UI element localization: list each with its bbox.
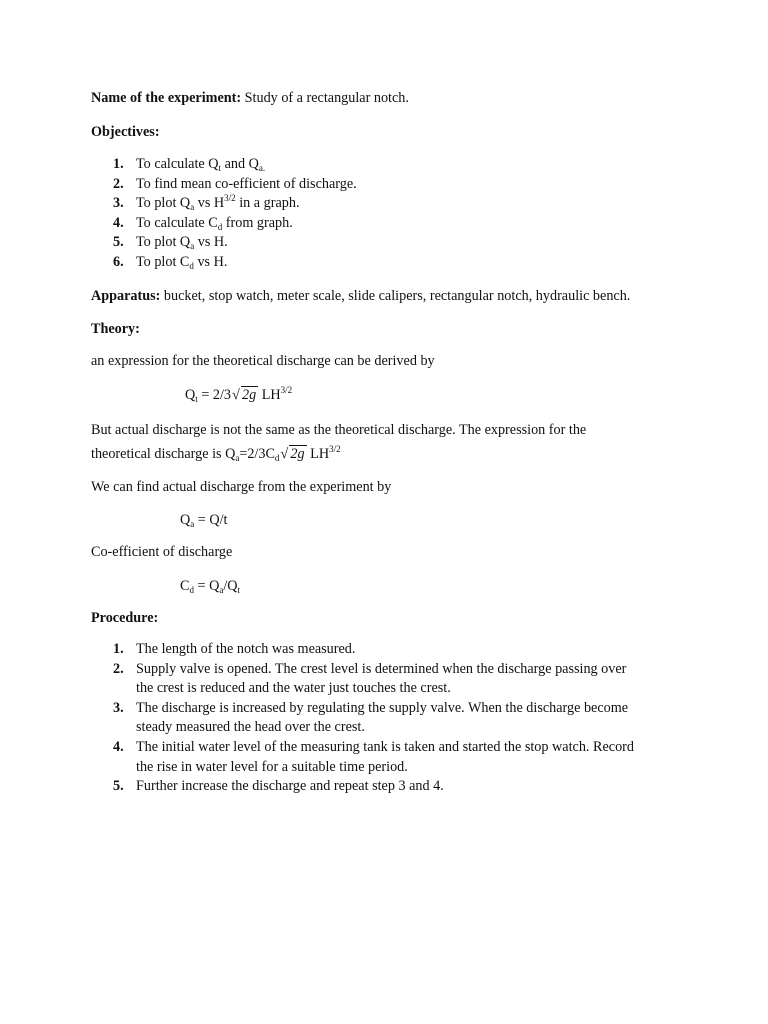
objective-item	[91, 233, 671, 253]
theory-heading: Theory:	[91, 321, 140, 337]
objective-number: 4.	[113, 214, 124, 231]
eq-text: theoretical discharge is Q	[91, 445, 236, 462]
subscript: a	[190, 241, 195, 252]
superscript: 3/2	[280, 385, 293, 395]
objective-item	[91, 175, 671, 195]
step-number: 2.	[113, 660, 124, 677]
subscript: t	[237, 585, 241, 595]
procedure-step	[91, 699, 671, 738]
subscript: t	[195, 394, 198, 404]
objective-text: vs H.	[193, 253, 228, 270]
objective-text: from graph.	[222, 214, 293, 231]
subscript: d	[189, 585, 194, 595]
eq-text: = Q/t	[194, 512, 228, 528]
step-text: Supply valve is opened. The crest level is determined when the discharge passing over	[136, 660, 627, 677]
apparatus-line	[91, 287, 681, 307]
subscript: t	[218, 163, 222, 173]
objective-number: 1.	[113, 156, 124, 172]
paragraph-line: But actual discharge is not the same as the theoretical discharge. The expression for the	[91, 422, 587, 438]
objective-number: 3.	[113, 195, 124, 212]
objective-text: To plot C	[136, 253, 190, 270]
radicand: 2g	[290, 445, 305, 462]
objective-item	[91, 155, 671, 175]
objective-text: To calculate C	[136, 214, 218, 231]
objective-text: vs H.	[194, 234, 228, 251]
theory-intro: an expression for the theoretical discharge can be derived by	[91, 353, 435, 369]
procedure-step	[91, 738, 671, 777]
subscript: a	[190, 519, 195, 529]
actual-discharge-equation	[180, 511, 227, 531]
objective-text: To find mean co-efficient of discharge.	[136, 175, 357, 192]
eq-text: = Q	[193, 578, 220, 594]
radical-sign-icon: √	[232, 387, 240, 403]
apparatus-value: bucket, stop watch, meter scale, slide calipers, rectangular notch, hydraulic bench.	[163, 288, 631, 304]
square-root	[232, 386, 258, 406]
experiment-name-value: Study of a rectangular notch.	[244, 90, 409, 106]
subscript: a	[190, 202, 195, 213]
objectives-heading: Objectives:	[91, 124, 160, 140]
eq-text: Q	[180, 512, 191, 528]
theory-paragraph-3: We can find actual discharge from the experiment by	[91, 479, 392, 495]
eq-text: =2/3C	[239, 445, 275, 462]
theory-paragraph-2	[91, 421, 691, 464]
subscript: a	[219, 585, 224, 595]
paragraph-line	[91, 445, 341, 465]
objective-text: in a graph.	[235, 195, 300, 212]
eq-text: /Q	[223, 578, 238, 594]
procedure-step	[91, 640, 671, 660]
experiment-name-label: Name of the experiment:	[91, 90, 242, 106]
step-number: 1.	[113, 641, 124, 657]
procedure-heading: Procedure:	[91, 610, 159, 626]
step-text: the crest is reduced and the water just touches the crest.	[136, 680, 451, 697]
objective-number: 6.	[113, 253, 124, 270]
objective-text: To calculate Q	[136, 156, 219, 172]
objective-text: To plot Q	[136, 195, 191, 212]
eq-text: = 2/3	[197, 387, 231, 403]
objective-item	[91, 214, 671, 234]
superscript: 3/2	[224, 193, 236, 204]
step-text: steady measured the head over the crest.	[136, 719, 365, 736]
step-text: The initial water level of the measuring tank is taken and started the stop watch. Record	[136, 738, 634, 755]
objective-number: 2.	[113, 175, 124, 192]
step-number: 3.	[113, 699, 124, 716]
eq-text: LH	[306, 445, 330, 462]
eq-text: LH	[258, 387, 281, 403]
apparatus-label: Apparatus:	[91, 288, 161, 304]
subscript: a	[235, 452, 240, 463]
subscript: d	[189, 260, 194, 271]
step-number: 4.	[113, 738, 124, 755]
theory-paragraph-4: Co-efficient of discharge	[91, 544, 233, 560]
subscript: a.	[258, 163, 266, 173]
eq-text: Q	[185, 387, 196, 403]
eq-text: C	[180, 578, 190, 594]
procedure-step	[91, 660, 671, 699]
experiment-name-line	[91, 89, 681, 109]
step-text: The length of the notch was measured.	[136, 641, 356, 657]
radicand: 2g	[242, 387, 257, 403]
objective-text: and Q	[221, 156, 259, 172]
theoretical-discharge-equation	[185, 386, 292, 406]
objective-item	[91, 253, 671, 273]
subscript: d	[217, 221, 223, 232]
objective-number: 5.	[113, 234, 124, 251]
radical-sign-icon: √	[280, 445, 289, 462]
objective-text: vs H	[194, 195, 225, 212]
step-text: Further increase the discharge and repeat step 3 and 4.	[136, 778, 444, 795]
superscript: 3/2	[329, 443, 341, 454]
step-number: 5.	[113, 778, 124, 795]
objective-item	[91, 194, 671, 214]
procedure-step	[91, 777, 671, 797]
objectives-list	[91, 155, 671, 273]
objective-text: To plot Q	[136, 234, 191, 251]
procedure-list	[91, 640, 671, 797]
subscript: d	[274, 452, 280, 463]
step-text: The discharge is increased by regulating the supply valve. When the discharge become	[136, 699, 629, 716]
step-text: the rise in water level for a suitable time period.	[136, 758, 408, 775]
discharge-coefficient-equation	[180, 577, 240, 597]
square-root	[280, 445, 306, 465]
